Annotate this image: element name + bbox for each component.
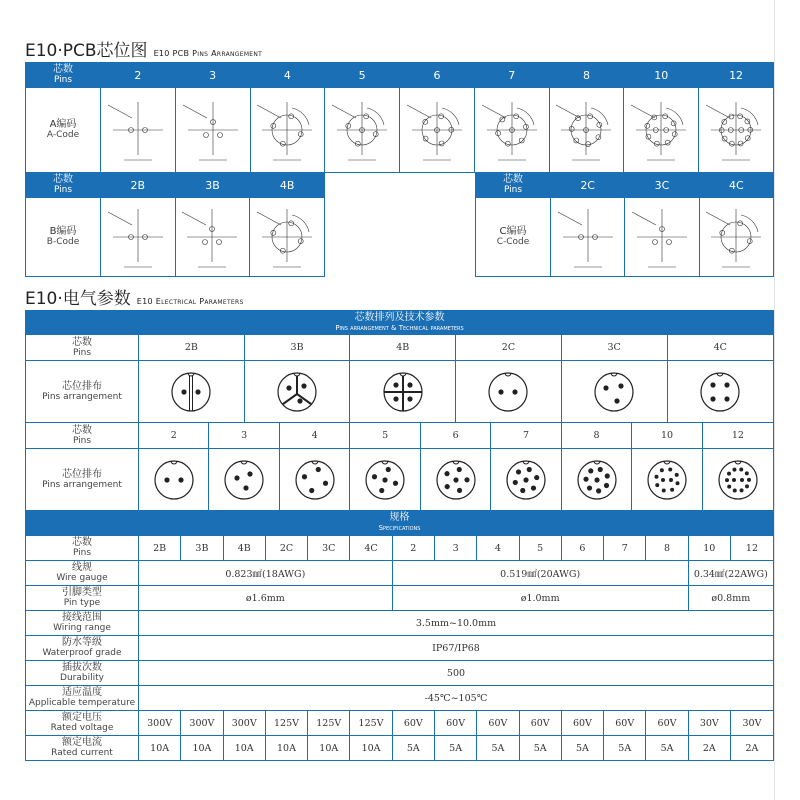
pin-count-cell: 10	[688, 536, 730, 561]
spec-value: ø0.8mm	[688, 586, 773, 611]
pin-count-header: 5	[325, 63, 400, 88]
pin-arrangement-diagram	[483, 367, 533, 417]
page-edge	[774, 0, 775, 800]
pcb-drawing	[477, 91, 547, 169]
pin-count-header: 6	[400, 63, 475, 88]
pcb-drawing	[701, 91, 771, 169]
pin-count-header: 2	[101, 63, 176, 88]
label-en: B-Code	[46, 237, 80, 247]
label-cn: 接线范围	[62, 612, 102, 623]
pin-arrangement-diagram	[166, 367, 216, 417]
pin-count-cell: 3C	[561, 335, 667, 361]
pin-count-header: 4	[250, 63, 325, 88]
pin-arrangement-diagram	[642, 455, 692, 505]
spec-value: 10A	[350, 736, 392, 761]
spec-value: 3.5mm~10.0mm	[139, 611, 774, 636]
pcb-drawing	[252, 91, 322, 169]
label-cn: C编码	[499, 226, 527, 237]
pin-count-cell: 2C	[456, 335, 562, 361]
c-code-row	[476, 198, 774, 277]
label-en: Pins	[53, 75, 73, 85]
pins-header-row	[26, 63, 774, 88]
spec-row	[26, 561, 774, 586]
pin-count-cell: 2C	[265, 536, 307, 561]
label-en: Wiring range	[53, 623, 111, 633]
spec-value: 10A	[139, 736, 181, 761]
spec-value: 300V	[139, 711, 181, 736]
pin-count-cell: 12	[702, 423, 773, 449]
pin-count-header: 12	[699, 63, 774, 88]
spec-value: 10A	[265, 736, 307, 761]
pin-arrangement-diagram	[378, 367, 428, 417]
label-cn: 芯数	[72, 537, 92, 548]
label-en: Pin type	[63, 598, 101, 608]
pin-count-cell: 7	[491, 423, 561, 449]
tech-params-band: 芯数排列及技术参数 Pins arrangement & Technical parameters	[26, 311, 774, 335]
label-cn: 插拔次数	[62, 662, 102, 673]
pcb-drawing	[701, 198, 771, 276]
spec-value: 0.34㎟(22AWG)	[688, 561, 773, 586]
pcb-c-table	[475, 172, 774, 277]
pin-count-cell: 4C	[350, 536, 392, 561]
pcb-drawing	[177, 198, 247, 276]
label-cn: 额定电压	[62, 712, 102, 723]
spec-row	[26, 611, 774, 636]
pin-count-cell: 2B	[139, 536, 181, 561]
pin-count-cell: 3	[209, 423, 279, 449]
spec-value: 60V	[519, 711, 561, 736]
spec-value: 10A	[181, 736, 223, 761]
pin-arrangement-diagram	[219, 455, 269, 505]
pin-arrangement-diagram	[149, 455, 199, 505]
pin-arrangement-diagram	[501, 455, 551, 505]
spec-value: 300V	[181, 711, 223, 736]
spec-row	[26, 636, 774, 661]
label-en: Wire gauge	[56, 573, 108, 583]
pins-header-row	[26, 173, 325, 198]
spec-row	[26, 736, 774, 761]
spec-value: 30V	[688, 711, 730, 736]
pin-count-cell: 4B	[350, 335, 456, 361]
a-arrangement-row	[26, 449, 774, 511]
label-en: C-Code	[496, 237, 530, 247]
pcb-drawing	[103, 198, 173, 276]
pcb-drawing	[553, 198, 623, 276]
pin-count-cell: 7	[604, 536, 646, 561]
spec-value: 0.823㎟(18AWG)	[139, 561, 393, 586]
electrical-section-title: E10·电气参数 E10 Electrical Parameters	[25, 289, 244, 309]
pin-count-cell: 8	[561, 423, 631, 449]
spec-value: 2A	[730, 736, 773, 761]
spec-value: ø1.0mm	[392, 586, 688, 611]
spec-value: 125V	[350, 711, 392, 736]
spec-row	[26, 711, 774, 736]
pin-count-cell: 2B	[139, 335, 245, 361]
pin-count-cell: 2	[139, 423, 209, 449]
label-cn: 芯数	[72, 336, 92, 348]
pin-count-cell: 5	[519, 536, 561, 561]
spec-value: 125V	[308, 711, 350, 736]
specifications-band: 规格 Specifications	[26, 511, 774, 536]
pcb-drawing	[551, 91, 621, 169]
spec-value: 10A	[308, 736, 350, 761]
label-en: Rated voltage	[50, 723, 114, 733]
pin-count-cell: 2	[392, 536, 434, 561]
spec-value: 500	[139, 661, 774, 686]
a-code-row	[26, 88, 774, 173]
spec-row	[26, 586, 774, 611]
electrical-table	[25, 310, 774, 761]
pin-count-header: 3C	[625, 173, 699, 198]
spec-value: 5A	[434, 736, 476, 761]
pcb-a-table	[25, 62, 774, 173]
label-en: Pins	[503, 185, 523, 195]
label-en: Pins	[72, 548, 92, 558]
pin-arrangement-diagram	[695, 367, 745, 417]
pin-count-cell: 3B	[181, 536, 223, 561]
label-cn: 芯位排布	[62, 380, 102, 392]
label-cn: 线规	[72, 562, 92, 573]
pin-count-cell: 3C	[308, 536, 350, 561]
pin-count-header: 8	[549, 63, 624, 88]
label-cn: 芯数	[53, 174, 73, 185]
spec-value: 10A	[223, 736, 265, 761]
spec-value: 5A	[392, 736, 434, 761]
label-en: Applicable temperature	[28, 698, 136, 708]
label-cn: 芯数	[72, 424, 92, 436]
pin-arrangement-diagram	[290, 455, 340, 505]
spec-value: 5A	[646, 736, 688, 761]
label-cn: 防水等级	[62, 637, 102, 648]
pin-count-header: 7	[474, 63, 549, 88]
spec-value: 60V	[604, 711, 646, 736]
pin-arrangement-diagram	[431, 455, 481, 505]
spec-value: 60V	[392, 711, 434, 736]
label-en: Pins arrangement	[42, 391, 122, 402]
label-cn: A编码	[49, 119, 77, 130]
pin-count-header: 3	[175, 63, 250, 88]
spec-row	[26, 686, 774, 711]
spec-value: 5A	[519, 736, 561, 761]
spec-value: 0.519㎟(20AWG)	[392, 561, 688, 586]
bc-arrangement-row	[26, 361, 774, 423]
bc-pins-row	[26, 335, 774, 361]
label-en: Waterproof grade	[42, 648, 122, 658]
pin-count-cell: 3B	[244, 335, 350, 361]
label-cn: 芯位排布	[62, 468, 102, 480]
pcb-drawing	[626, 91, 696, 169]
pin-arrangement-diagram	[360, 455, 410, 505]
spec-value: 2A	[688, 736, 730, 761]
pin-arrangement-diagram	[272, 367, 322, 417]
label-cn: B编码	[49, 226, 77, 237]
pcb-section-title: E10·PCB芯位图 E10 PCB Pins Arrangement	[25, 41, 263, 61]
spec-value: 125V	[265, 711, 307, 736]
pin-count-cell: 8	[646, 536, 688, 561]
pin-arrangement-diagram	[572, 455, 622, 505]
label-cn: 额定电流	[62, 737, 102, 748]
pcb-drawing	[103, 91, 173, 169]
spec-row	[26, 661, 774, 686]
spec-value: 60V	[646, 711, 688, 736]
label-en: Pins	[72, 347, 92, 358]
pin-count-cell: 6	[420, 423, 490, 449]
pin-count-cell: 4C	[667, 335, 773, 361]
label-en: Rated current	[51, 748, 113, 758]
pcb-drawing	[627, 198, 697, 276]
pcb-drawing	[402, 91, 472, 169]
spec-value: 60V	[477, 711, 519, 736]
b-code-row	[26, 198, 325, 277]
spec-value: 5A	[561, 736, 603, 761]
label-en: Durability	[60, 673, 104, 683]
label-cn: 芯数	[503, 174, 523, 185]
spec-value: 5A	[604, 736, 646, 761]
label-en: Pins arrangement	[42, 479, 122, 490]
pin-count-cell: 4B	[223, 536, 265, 561]
label-cn: 适应温度	[62, 687, 102, 698]
pin-count-header: 2C	[551, 173, 625, 198]
pins-header-row	[476, 173, 774, 198]
pin-count-header: 4B	[250, 173, 325, 198]
pin-count-cell: 6	[561, 536, 603, 561]
label-en: A-Code	[46, 130, 80, 140]
pin-arrangement-diagram	[589, 367, 639, 417]
pin-count-cell: 5	[350, 423, 420, 449]
pcb-drawing	[252, 198, 322, 276]
spec-value: IP67/IP68	[139, 636, 774, 661]
pin-count-header: 3B	[175, 173, 250, 198]
spec-value: 60V	[434, 711, 476, 736]
pin-count-cell: 4	[477, 536, 519, 561]
spec-value: -45℃~105℃	[139, 686, 774, 711]
pin-count-header: 2B	[101, 173, 176, 198]
spec-value: 30V	[730, 711, 773, 736]
pin-count-cell: 12	[730, 536, 773, 561]
a-pins-row	[26, 423, 774, 449]
spec-value: 5A	[477, 736, 519, 761]
pin-count-cell: 3	[434, 536, 476, 561]
pin-count-cell: 4	[279, 423, 349, 449]
spec-value: 300V	[223, 711, 265, 736]
pin-count-header: 10	[624, 63, 699, 88]
spec-pins-row	[26, 536, 774, 561]
label-en: Pins	[72, 435, 92, 446]
pcb-b-table	[25, 172, 325, 277]
pin-count-header: 4C	[699, 173, 773, 198]
label-cn: 芯数	[53, 64, 73, 75]
label-cn: 引脚类型	[62, 587, 102, 598]
pcb-drawing	[178, 91, 248, 169]
spec-value: ø1.6mm	[139, 586, 393, 611]
spec-value: 60V	[561, 711, 603, 736]
pin-count-cell: 10	[632, 423, 702, 449]
pin-arrangement-diagram	[713, 455, 763, 505]
label-en: Pins	[53, 185, 73, 195]
pcb-drawing	[327, 91, 397, 169]
